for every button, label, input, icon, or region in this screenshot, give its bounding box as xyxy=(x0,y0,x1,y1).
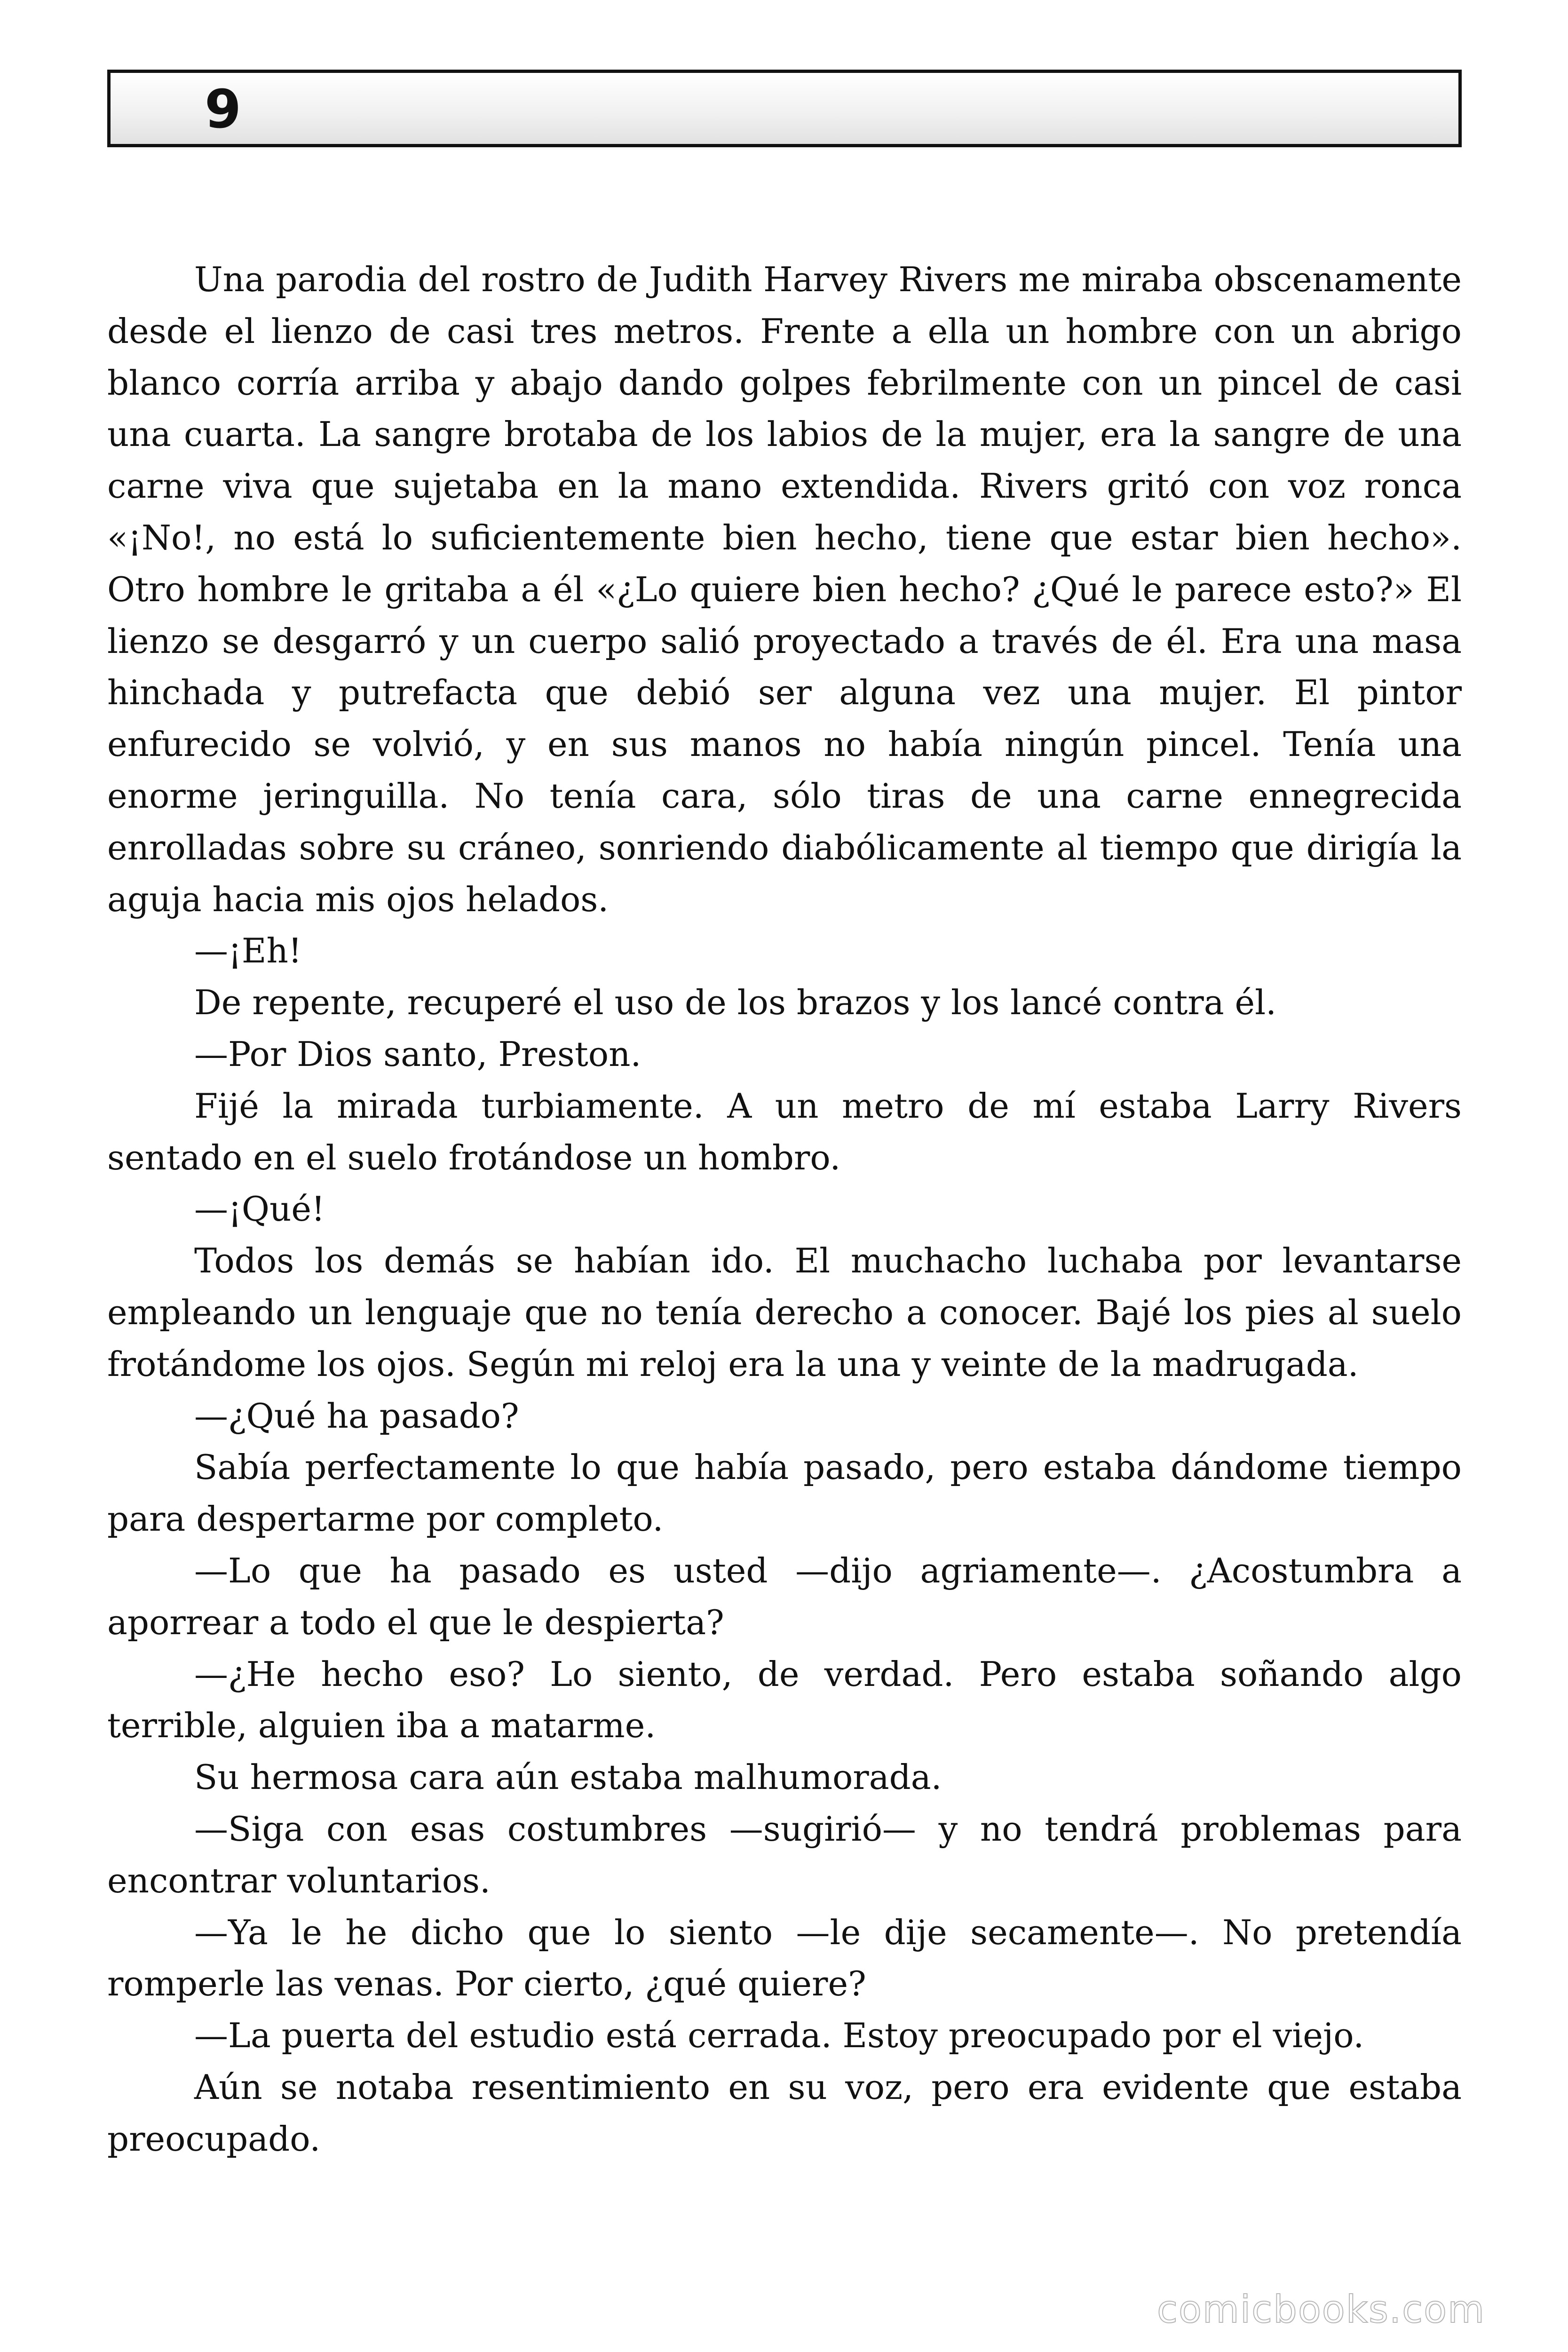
paragraph: —Ya le he dicho que lo siento —le dije secamente—. No pretendía romperle las venas. Por cierto, ¿qué quiere? xyxy=(107,1912,1462,2004)
paragraph: Aún se notaba resentimiento en su voz, pero era evidente que estaba preocupado. xyxy=(107,2067,1462,2159)
paragraph: —¡Eh! xyxy=(194,931,302,971)
paragraph: Sabía perfectamente lo que había pasado, pero estaba dándome tiempo para despertarme por completo. xyxy=(107,1447,1462,1539)
paragraph: Una parodia del rostro de Judith Harvey Rivers me miraba obscenamente desde el lienzo de casi tres metros. Frente a ella un hombre con un abrigo blanco corría arriba y abajo dando golpes febrilmente con un pincel de casi una cuarta. La sangre brotaba de los labios de la mujer, era la sangre de una carne viva que sujetaba en la mano extendida. Rivers gritó con voz ronca «¡No!, no está lo suficientemente bien hecho, tiene que estar bien hecho». Otro hombre le gritaba a él «¿Lo quiere bien hecho? ¿Qué le parece esto?» El lienzo se desgarró y un cuerpo salió proyectado a través de él. Era una masa hinchada y putrefacta que debió ser alguna vez una mujer. El pintor enfurecido se volvió, y en sus manos no había ningún pincel. Tenía una enorme jeringuilla. No tenía cara, sólo tiras de una carne ennegrecida enrolladas sobre su cráneo, sonriendo diabólicamente al tiempo que dirigía la aguja hacia mis ojos helados. xyxy=(107,260,1462,919)
paragraph: De repente, recuperé el uso de los brazos y los lancé contra él. xyxy=(194,983,1277,1023)
paragraph: —Por Dios santo, Preston. xyxy=(194,1034,641,1074)
paragraph: —Siga con esas costumbres —sugirió— y no tendrá problemas para encontrar voluntarios. xyxy=(107,1809,1462,1900)
watermark: comicbooks.com xyxy=(1157,2288,1486,2331)
paragraph: Todos los demás se habían ido. El muchacho luchaba por levantarse empleando un lenguaje que no tenía derecho a conocer. Bajé los pies al suelo frotándome los ojos. Según mi reloj era la una y veinte de la madrugada. xyxy=(107,1241,1462,1384)
chapter-text xyxy=(107,254,1462,2165)
paragraph: —La puerta del estudio está cerrada. Estoy preocupado por el viejo. xyxy=(194,2016,1364,2056)
paragraph: Su hermosa cara aún estaba malhumorada. xyxy=(194,1757,942,1797)
chapter-number: 9 xyxy=(205,79,241,140)
paragraph: —Lo que ha pasado es usted —dijo agriamente—. ¿Acostumbra a aporrear a todo el que le despierta? xyxy=(107,1550,1462,1642)
paragraph: —¿Qué ha pasado? xyxy=(194,1396,519,1436)
chapter-header xyxy=(107,70,1462,147)
paragraph: —¿He hecho eso? Lo siento, de verdad. Pero estaba soñando algo terrible, alguien iba a matarme. xyxy=(107,1654,1462,1746)
paragraph: —¡Qué! xyxy=(194,1189,325,1229)
paragraph: Fijé la mirada turbiamente. A un metro de mí estaba Larry Rivers sentado en el suelo frotándose un hombro. xyxy=(107,1086,1462,1177)
